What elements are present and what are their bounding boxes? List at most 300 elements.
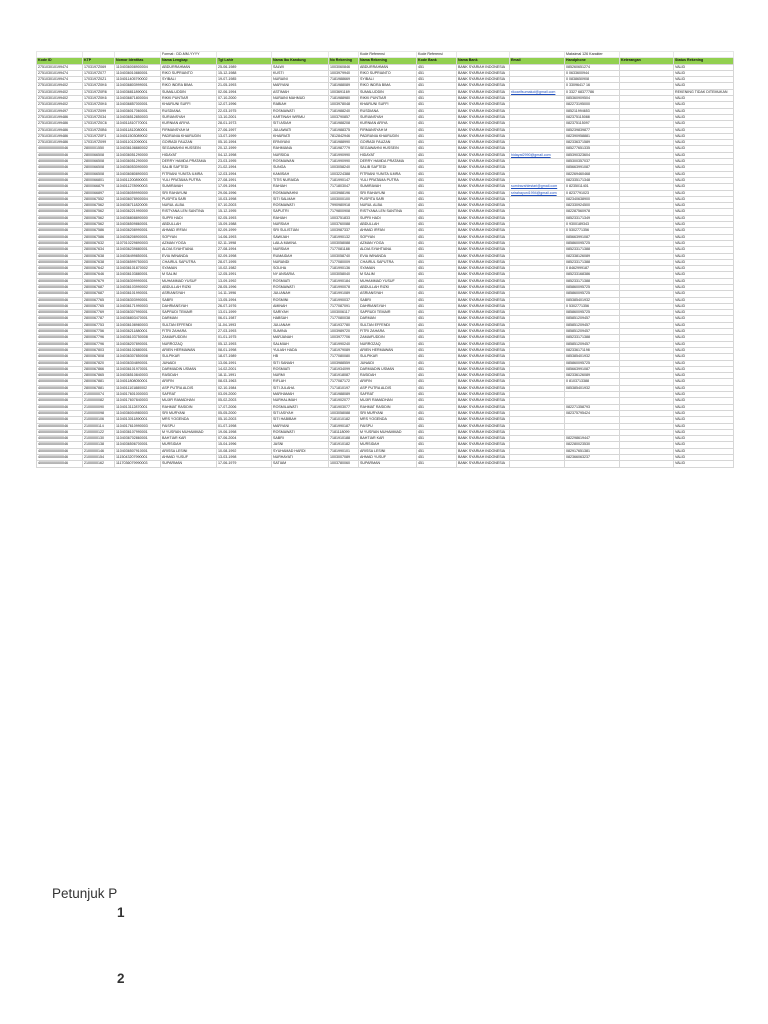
table-cell[interactable]: VALID	[674, 417, 734, 423]
table-cell[interactable]: 082340638900	[565, 196, 620, 202]
table-cell[interactable]: VALID	[674, 259, 734, 265]
table-cell[interactable]: 2800067642	[83, 266, 115, 272]
table-cell[interactable]: 1003224388	[329, 171, 359, 177]
table-cell[interactable]: 2800067646	[83, 272, 115, 278]
table-cell[interactable]: 2800067687	[83, 284, 115, 290]
table-cell[interactable]: 451	[417, 83, 457, 89]
table-cell[interactable]: 451	[417, 114, 457, 120]
table-cell[interactable]: 2800067562	[83, 222, 115, 228]
table-cell[interactable]: 400000000000046	[37, 310, 83, 316]
table-cell[interactable]: VALID	[674, 184, 734, 190]
table-cell[interactable]: BANK SYARIAH INDONESIA	[457, 417, 510, 423]
table-cell[interactable]: SEGAWAHNI HUSSEIN	[161, 146, 217, 152]
table-cell[interactable]: 1703197Z099	[83, 140, 115, 146]
table-cell[interactable]: SITI HABIBAH	[272, 417, 329, 423]
table-cell[interactable]: 2800067787	[83, 316, 115, 322]
table-cell[interactable]: 2800067803	[83, 347, 115, 353]
table-cell[interactable]: SAWIJAH	[272, 234, 329, 240]
table-cell[interactable]: BANK SYARIAH INDONESIA	[457, 455, 510, 461]
table-cell[interactable]: GOIRADI FAUZAN	[161, 140, 217, 146]
table-cell[interactable]: NURHAYATI	[272, 455, 329, 461]
table-cell[interactable]: VALID	[674, 404, 734, 410]
table-cell[interactable]: 400000000000046	[37, 228, 83, 234]
table-cell[interactable]: 07-06-2004	[217, 436, 272, 442]
table-cell[interactable]: 1104036211880001	[115, 329, 161, 335]
table-cell[interactable]: 02-09-1998	[217, 253, 272, 259]
table-cell[interactable]: 085860095725	[565, 291, 620, 297]
table-cell[interactable]: SYUHAMAD HARDI	[272, 448, 329, 454]
table-cell[interactable]: AHMAD YUSUF	[359, 455, 417, 461]
table-cell[interactable]: 10-02-1982	[217, 266, 272, 272]
table-cell[interactable]: BANK SYARIAH INDONESIA	[457, 114, 510, 120]
table-cell[interactable]: HABSAH	[272, 316, 329, 322]
table-cell[interactable]: 451	[417, 291, 457, 297]
table-cell[interactable]: 400000000000046	[37, 366, 83, 372]
table-cell[interactable]: 2800067679	[83, 278, 115, 284]
table-cell[interactable]: BANK SYARIAH INDONESIA	[457, 366, 510, 372]
table-cell[interactable]: 1104036101870002	[115, 266, 161, 272]
table-cell[interactable]: 05-05-2000	[217, 410, 272, 416]
table-cell[interactable]: VALID	[674, 291, 734, 297]
table-cell[interactable]: BANK SYARIAH INDONESIA	[457, 222, 510, 228]
table-cell[interactable]: 1107010229890003	[115, 240, 161, 246]
table-cell[interactable]: 451	[417, 203, 457, 209]
table-cell[interactable]: 1104036307990001	[115, 310, 161, 316]
table-cell[interactable]: BANK SYARIAH INDONESIA	[457, 297, 510, 303]
table-cell[interactable]: 7181990147	[329, 177, 359, 183]
table-cell[interactable]: VALID	[674, 297, 734, 303]
table-cell[interactable]: 7177081188	[329, 247, 359, 253]
table-cell[interactable]: AHMAD IRFAN	[161, 228, 217, 234]
table-cell[interactable]: KAMISAH	[272, 171, 329, 177]
table-cell[interactable]: 1003000100	[329, 196, 359, 202]
table-cell[interactable]: RAHMIANA	[272, 146, 329, 152]
table-cell[interactable]: 451	[417, 209, 457, 215]
table-cell[interactable]: 082273195000	[565, 102, 620, 108]
table-cell[interactable]: SAPUTRI	[272, 209, 329, 215]
table-cell[interactable]: 451	[417, 366, 457, 372]
table-cell[interactable]: 7181990037	[329, 297, 359, 303]
table-cell[interactable]: 1104036059990000	[115, 190, 161, 196]
table-cell[interactable]: NURUL ALBA	[359, 203, 417, 209]
table-cell[interactable]: SALIB SAFTEDI	[359, 165, 417, 171]
table-cell[interactable]: 7181118099	[329, 429, 359, 435]
table-cell[interactable]: 2100000082	[83, 398, 115, 404]
table-cell[interactable]: 18-07-1989	[217, 354, 272, 360]
table-cell[interactable]: BANK SYARIAH INDONESIA	[457, 335, 510, 341]
table-cell[interactable]: SABRI	[272, 436, 329, 442]
table-cell[interactable]: ASRIANSYAH	[359, 291, 417, 297]
table-cell[interactable]: ROSMIATI	[272, 366, 329, 372]
table-cell[interactable]: SRI SULISTIAN	[272, 228, 329, 234]
table-cell[interactable]: 2100000106	[83, 417, 115, 423]
table-cell[interactable]: 1104036711820005	[115, 203, 161, 209]
column-header[interactable]: No Rekening	[329, 58, 359, 64]
table-cell[interactable]: 085233171349	[565, 215, 620, 221]
table-cell[interactable]: SALWI	[272, 64, 329, 70]
table-cell[interactable]: RUSDIANA	[161, 108, 217, 114]
table-cell[interactable]: 05-10-2003	[217, 417, 272, 423]
table-cell[interactable]: 1703197Z0B6	[83, 127, 115, 133]
table-cell[interactable]: ROSMAWAHNI	[272, 190, 329, 196]
table-cell[interactable]: 275103010199402	[37, 96, 83, 102]
table-cell[interactable]: MUHAMMAD YUSUF	[161, 278, 217, 284]
table-cell[interactable]: VALID	[674, 114, 734, 120]
table-cell[interactable]: 1104036506700001	[115, 442, 161, 448]
table-cell[interactable]: 1104011810770001	[115, 121, 161, 127]
table-cell[interactable]: BANK SYARIAH INDONESIA	[457, 310, 510, 316]
table-cell[interactable]: 400000000000046	[37, 354, 83, 360]
table-cell[interactable]: 1104036080890003	[115, 171, 161, 177]
table-cell[interactable]: 400000000000046	[37, 152, 83, 158]
table-cell[interactable]: 15-12-1988	[217, 70, 272, 76]
table-cell[interactable]: 7181910188	[329, 436, 359, 442]
table-cell[interactable]: 1104011012090001	[115, 140, 161, 146]
table-cell[interactable]: 1104036808890000	[115, 215, 161, 221]
table-cell[interactable]: MURSIDAH	[359, 442, 417, 448]
table-cell[interactable]: VALID	[674, 127, 734, 133]
table-cell[interactable]: 400000000000046	[37, 455, 83, 461]
table-cell[interactable]: BANK SYARIAH INDONESIA	[457, 64, 510, 70]
table-cell[interactable]: 275103010199474	[37, 64, 83, 70]
table-cell[interactable]: ROSMAWATI	[272, 284, 329, 290]
table-cell[interactable]: 451	[417, 429, 457, 435]
table-cell[interactable]: 7181990078	[329, 284, 359, 290]
table-cell[interactable]: KURNIAN ARIYA	[161, 121, 217, 127]
table-cell[interactable]: 2100000154	[83, 455, 115, 461]
table-cell[interactable]: 7990980918	[329, 203, 359, 209]
email-cell[interactable]: rikoarifsumalud@gmail.com	[510, 89, 565, 95]
table-cell[interactable]: 7181990240	[329, 341, 359, 347]
table-cell[interactable]: 7171810197	[329, 385, 359, 391]
table-cell[interactable]: VALID	[674, 133, 734, 139]
table-cell[interactable]: 1104036103880001	[115, 272, 161, 278]
table-cell[interactable]: RUSDIANA	[359, 108, 417, 114]
table-cell[interactable]: 0 8462999187	[565, 266, 620, 272]
table-cell[interactable]: 2800067638	[83, 259, 115, 265]
table-cell[interactable]: 26-07-1976	[217, 303, 272, 309]
table-cell[interactable]: 7181990132	[329, 234, 359, 240]
table-cell[interactable]: 275103010199486	[37, 121, 83, 127]
table-cell[interactable]: 400000000000046	[37, 442, 83, 448]
table-cell[interactable]: NURROZAQ	[359, 341, 417, 347]
table-cell[interactable]: VALID	[674, 335, 734, 341]
table-cell[interactable]: DAHRIANSYAH	[359, 303, 417, 309]
table-cell[interactable]: YULI PRATAMA PUTRA	[359, 177, 417, 183]
table-cell[interactable]: 20-12-1999	[217, 146, 272, 152]
table-cell[interactable]: 400000000000046	[37, 291, 83, 297]
table-cell[interactable]: 085233171388	[565, 259, 620, 265]
table-cell[interactable]: 28-01-1973	[217, 121, 272, 127]
table-cell[interactable]: M SALIM	[359, 272, 417, 278]
table-cell[interactable]: VALID	[674, 222, 734, 228]
table-cell[interactable]: MRS YOGENDA	[161, 417, 217, 423]
table-cell[interactable]: 451	[417, 278, 457, 284]
table-cell[interactable]: 085663991087	[565, 366, 620, 372]
table-cell[interactable]: 02-09-1999	[217, 228, 272, 234]
table-cell[interactable]: 451	[417, 89, 457, 95]
table-cell[interactable]: 08-03-1963	[217, 379, 272, 385]
table-cell[interactable]: 12-05-1991	[217, 272, 272, 278]
table-cell[interactable]: 451	[417, 77, 457, 83]
column-header[interactable]: Status Rekening	[674, 58, 734, 64]
format-note-cell[interactable]: Kode Referensi	[359, 52, 417, 58]
table-cell[interactable]: 451	[417, 461, 457, 467]
table-cell[interactable]: 2800067820	[83, 360, 115, 366]
table-cell[interactable]: 27-08-1991	[217, 177, 272, 183]
table-cell[interactable]: SULPIKAR	[359, 354, 417, 360]
table-cell[interactable]: 400000000000046	[37, 190, 83, 196]
table-cell[interactable]: 085385401932	[565, 354, 620, 360]
table-cell[interactable]: SITI SALMAH	[272, 196, 329, 202]
table-cell[interactable]: 400000000000046	[37, 222, 83, 228]
table-cell[interactable]: RIKO INDRA BIMA	[161, 83, 217, 89]
table-cell[interactable]: 2100000146	[83, 448, 115, 454]
table-cell[interactable]: SABRI	[359, 297, 417, 303]
table-cell[interactable]: 2800067638	[83, 253, 115, 259]
table-cell[interactable]: SRI MURYANI	[359, 410, 417, 416]
table-cell[interactable]: 2800067808	[83, 354, 115, 360]
table-cell[interactable]: 085300357037	[565, 159, 620, 165]
table-cell[interactable]: SALIB SAFTEDI	[161, 165, 217, 171]
table-cell[interactable]: BANK SYARIAH INDONESIA	[457, 133, 510, 139]
table-cell[interactable]: FITRIANI YUNITA ILMRA	[359, 171, 417, 177]
table-cell[interactable]: 02-11-1998	[217, 240, 272, 246]
table-cell[interactable]: SOPYAN	[359, 234, 417, 240]
table-cell[interactable]: SITI JULAHA	[272, 385, 329, 391]
table-cell[interactable]: 2800067753	[83, 322, 115, 328]
table-cell[interactable]: 7181988990	[329, 140, 359, 146]
table-cell[interactable]: BANK SYARIAH INDONESIA	[457, 121, 510, 127]
table-cell[interactable]: 400000000000046	[37, 379, 83, 385]
table-cell[interactable]: VALID	[674, 448, 734, 454]
table-cell[interactable]: 085211994653	[565, 108, 620, 114]
table-cell[interactable]: 082269460468	[565, 171, 620, 177]
table-cell[interactable]: REKENING TIDAK DITEMUKAN	[674, 89, 734, 95]
table-cell[interactable]: DERRY HAMDA PRATAMA	[359, 159, 417, 165]
table-cell[interactable]: 400000000000046	[37, 215, 83, 221]
table-cell[interactable]: 275103010199486	[37, 133, 83, 139]
table-cell[interactable]: 085851209457	[565, 329, 620, 335]
table-cell[interactable]: 085233171388	[565, 335, 620, 341]
table-cell[interactable]: 275103010199402	[37, 83, 83, 89]
table-cell[interactable]: GOIRADI FAUZAN	[359, 140, 417, 146]
table-cell[interactable]: HIDAYAT	[161, 152, 217, 158]
column-header[interactable]: Email	[510, 58, 565, 64]
table-cell[interactable]: 13-07-1999	[217, 133, 272, 139]
table-cell[interactable]: 451	[417, 297, 457, 303]
table-cell[interactable]: 451	[417, 322, 457, 328]
table-cell[interactable]: NURROZAQ	[161, 341, 217, 347]
table-cell[interactable]: MARYANI	[272, 423, 329, 429]
table-cell[interactable]: SEGAWAHNI HUSSEIN	[359, 146, 417, 152]
table-cell[interactable]: 400000000000046	[37, 165, 83, 171]
table-cell[interactable]: FAISPU	[161, 423, 217, 429]
table-cell[interactable]: 1104013011890001	[115, 417, 161, 423]
table-cell[interactable]: SRI MURYANI	[161, 410, 217, 416]
table-cell[interactable]: BANK SYARIAH INDONESIA	[457, 152, 510, 158]
table-cell[interactable]: 1104011812080001	[115, 127, 161, 133]
table-cell[interactable]: 400000000000046	[37, 329, 83, 335]
table-cell[interactable]: 451	[417, 70, 457, 76]
table-cell[interactable]: SAPRUDI TEMAIR	[359, 310, 417, 316]
table-cell[interactable]: 7181937780	[329, 322, 359, 328]
table-cell[interactable]: VALID	[674, 190, 734, 196]
table-cell[interactable]: VALID	[674, 341, 734, 347]
table-cell[interactable]: BANK SYARIAH INDONESIA	[457, 253, 510, 259]
table-cell[interactable]: 082336171198	[565, 347, 620, 353]
table-cell[interactable]: SARIYAH	[272, 310, 329, 316]
table-cell[interactable]: BANK SYARIAH INDONESIA	[457, 461, 510, 467]
table-cell[interactable]: ROSMAWAN	[272, 159, 329, 165]
table-cell[interactable]: 400000000000046	[37, 322, 83, 328]
table-cell[interactable]: 15-04-1996	[217, 442, 272, 448]
table-cell[interactable]: RAHIAH	[272, 184, 329, 190]
table-cell[interactable]: SOLIHA	[272, 266, 329, 272]
table-cell[interactable]: 275103010199402	[37, 89, 83, 95]
table-cell[interactable]: VALID	[674, 240, 734, 246]
table-cell[interactable]: 14-02-2001	[217, 366, 272, 372]
table-cell[interactable]: BANK SYARIAH INDONESIA	[457, 278, 510, 284]
table-cell[interactable]: 451	[417, 329, 457, 335]
table-cell[interactable]: VALID	[674, 322, 734, 328]
table-cell[interactable]: BANK SYARIAH INDONESIA	[457, 102, 510, 108]
table-cell[interactable]: JULIAWATI	[272, 127, 329, 133]
table-cell[interactable]: 1003006117	[329, 310, 359, 316]
table-cell[interactable]: 2100000130	[83, 436, 115, 442]
email-cell[interactable]: srirahayuni1994@gmail.com	[510, 190, 565, 196]
table-cell[interactable]: 2800066508	[83, 165, 115, 171]
table-cell[interactable]: ZAMAIFUDDIN	[359, 335, 417, 341]
table-cell[interactable]: 1104013112870001	[115, 404, 161, 410]
table-cell[interactable]: 28-07-1995	[217, 259, 272, 265]
table-cell[interactable]: 451	[417, 266, 457, 272]
table-cell[interactable]: 1104036599750003	[115, 259, 161, 265]
format-note-cell[interactable]: Format : DD-MM-YYYY	[161, 52, 217, 58]
table-cell[interactable]: 1003058240	[329, 165, 359, 171]
table-cell[interactable]: 0 8103713388	[565, 379, 620, 385]
table-cell[interactable]: VALID	[674, 152, 734, 158]
table-cell[interactable]: 082287560978	[565, 209, 620, 215]
table-cell[interactable]: 7181990990	[329, 152, 359, 158]
table-cell[interactable]: SUPARMAN	[359, 461, 417, 467]
table-cell[interactable]: DARMAN	[359, 316, 417, 322]
table-cell[interactable]: 451	[417, 196, 457, 202]
table-cell[interactable]: 400000000000046	[37, 259, 83, 265]
table-cell[interactable]: BANK SYARIAH INDONESIA	[457, 398, 510, 404]
table-cell[interactable]: VALID	[674, 171, 734, 177]
table-cell[interactable]: BAHTIAR KAR	[359, 436, 417, 442]
table-cell[interactable]: 400000000000046	[37, 373, 83, 379]
table-cell[interactable]: ZAMAIFUDDIN	[161, 335, 217, 341]
table-cell[interactable]: 22-03-1975	[217, 108, 272, 114]
table-cell[interactable]: 2100000162	[83, 461, 115, 467]
table-cell[interactable]: RAHMAT RASIDIN	[161, 404, 217, 410]
table-cell[interactable]: 7181991089	[329, 291, 359, 297]
table-cell[interactable]: SABRI	[161, 297, 217, 303]
table-cell[interactable]: 2800067756	[83, 329, 115, 335]
table-cell[interactable]: DERRY HAMDA PRATAMA	[161, 159, 217, 165]
table-cell[interactable]: VALID	[674, 436, 734, 442]
table-cell[interactable]: 451	[417, 96, 457, 102]
table-cell[interactable]: 1703197Z0K6	[83, 102, 115, 108]
table-cell[interactable]: 451	[417, 448, 457, 454]
table-cell[interactable]: BANK SYARIAH INDONESIA	[457, 429, 510, 435]
table-cell[interactable]: BANK SYARIAH INDONESIA	[457, 404, 510, 410]
table-cell[interactable]: ASTIMAH	[272, 89, 329, 95]
table-cell[interactable]: 12-03-1994	[217, 171, 272, 177]
table-cell[interactable]: SUPRI HADI	[161, 215, 217, 221]
table-cell[interactable]: VALID	[674, 165, 734, 171]
table-cell[interactable]: BAHTIAR KAR	[161, 436, 217, 442]
table-cell[interactable]: 1104017607840003	[115, 398, 161, 404]
table-cell[interactable]: 0 5302771356	[565, 228, 620, 234]
table-cell[interactable]: CHAIRUL SAPUTRA	[359, 259, 417, 265]
table-cell[interactable]: 28-05-1996	[217, 284, 272, 290]
table-cell[interactable]: 2800067687	[83, 291, 115, 297]
table-cell[interactable]: VALID	[674, 247, 734, 253]
table-cell[interactable]: 2800067765	[83, 303, 115, 309]
table-cell[interactable]: 085260651274	[565, 64, 620, 70]
table-cell[interactable]: SAFRAT	[161, 392, 217, 398]
table-cell[interactable]: 07-10-2000	[217, 96, 272, 102]
table-cell[interactable]: SITI ASIYAH	[272, 410, 329, 416]
table-cell[interactable]: 400000000000046	[37, 347, 83, 353]
table-cell[interactable]: BANK SYARIAH INDONESIA	[457, 423, 510, 429]
table-cell[interactable]: 451	[417, 385, 457, 391]
table-cell[interactable]: 2800066879	[83, 184, 115, 190]
table-cell[interactable]: 451	[417, 133, 457, 139]
table-cell[interactable]: VALID	[674, 203, 734, 209]
column-header[interactable]: Kode Bank	[417, 58, 457, 64]
table-cell[interactable]: 451	[417, 222, 457, 228]
table-cell[interactable]: 1104036101990001	[115, 291, 161, 297]
table-cell[interactable]: 2800067796	[83, 335, 115, 341]
table-cell[interactable]: KARTINAH WIRMU	[272, 114, 329, 120]
table-cell[interactable]: BANK SYARIAH INDONESIA	[457, 240, 510, 246]
table-cell[interactable]: BANK SYARIAH INDONESIA	[457, 177, 510, 183]
table-cell[interactable]: 27-06-1997	[217, 127, 272, 133]
table-cell[interactable]: NY ANSARIA	[272, 272, 329, 278]
table-cell[interactable]: 400000000000046	[37, 234, 83, 240]
table-cell[interactable]: JASNI	[272, 442, 329, 448]
column-header[interactable]: Nama Ibu Kandung	[272, 58, 329, 64]
table-cell[interactable]: 2100000114	[83, 423, 115, 429]
table-cell[interactable]: 2800067796	[83, 341, 115, 347]
table-cell[interactable]: NURUL ALBA	[161, 203, 217, 209]
table-cell[interactable]: RIKO SUPRIANTO	[161, 70, 217, 76]
table-cell[interactable]: BANK SYARIAH INDONESIA	[457, 234, 510, 240]
table-cell[interactable]: MARJANAH	[272, 335, 329, 341]
table-cell[interactable]: 7181990101	[329, 448, 359, 454]
table-cell[interactable]: 1703197Z034	[83, 114, 115, 120]
table-cell[interactable]: NURAINI MAHMUD	[272, 96, 329, 102]
table-cell[interactable]: 21-05-1993	[217, 83, 272, 89]
table-cell[interactable]: RUMAIDAH	[272, 253, 329, 259]
table-cell[interactable]: 1003007089	[329, 455, 359, 461]
table-cell[interactable]: RAHMAT RASIDIN	[359, 404, 417, 410]
table-cell[interactable]: SATIAM	[272, 461, 329, 467]
table-cell[interactable]: 1104011278990003	[115, 184, 161, 190]
table-cell[interactable]: ABDULLAH	[161, 222, 217, 228]
table-cell[interactable]: 1104036008900004	[115, 64, 161, 70]
table-cell[interactable]: 1003988196	[329, 190, 359, 196]
table-cell[interactable]: LAILA MAKNA	[272, 240, 329, 246]
table-cell[interactable]: KHAIRUNI SUFFI	[161, 102, 217, 108]
table-cell[interactable]: SULTAN EFFENDI	[161, 322, 217, 328]
table-cell[interactable]: 7177087172	[329, 379, 359, 385]
table-cell[interactable]: 2800067865	[83, 373, 115, 379]
